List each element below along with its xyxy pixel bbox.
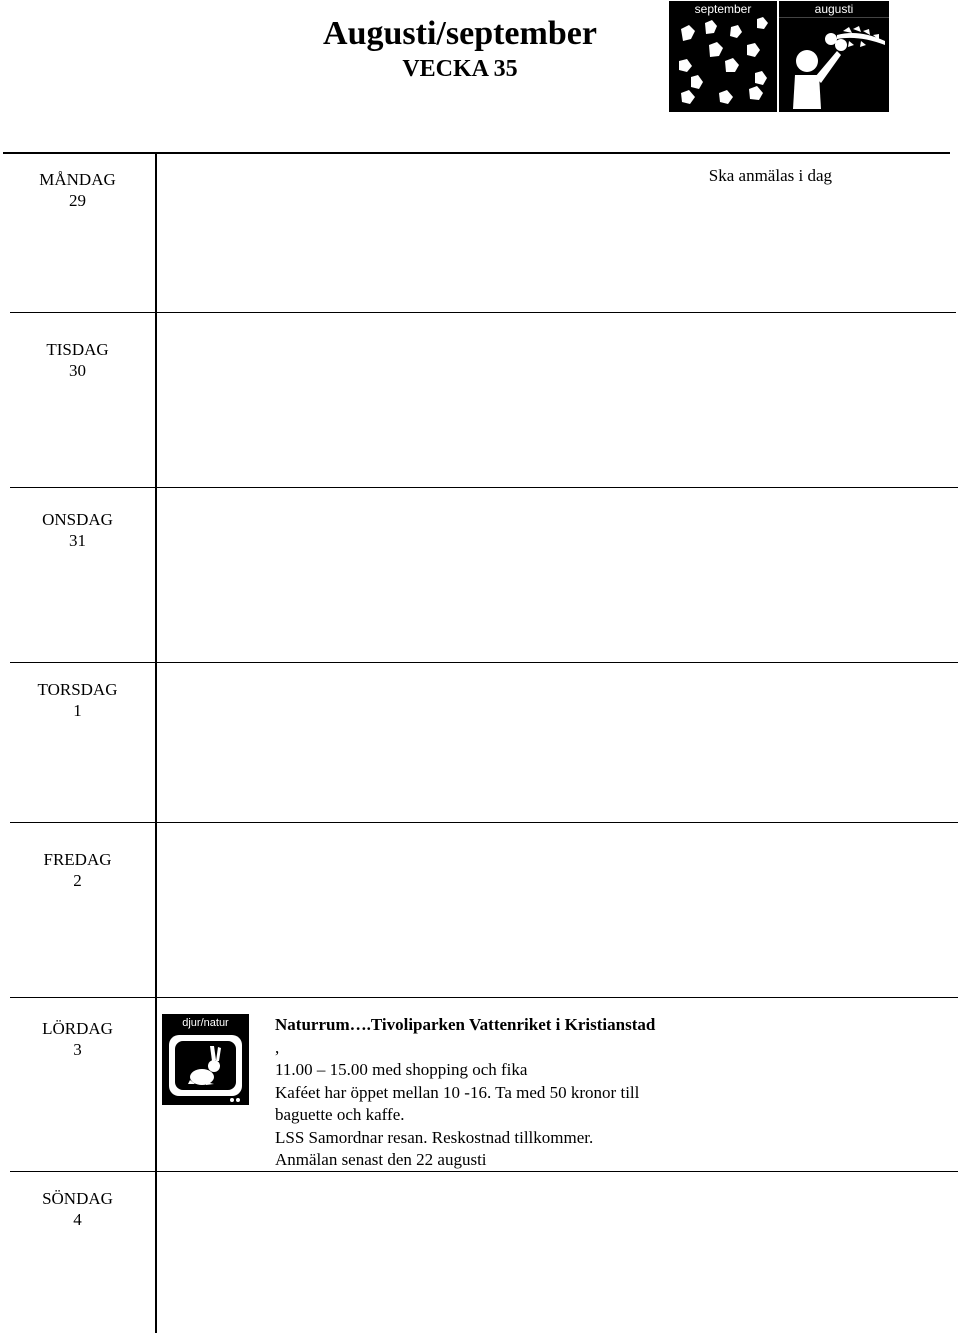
- page-title: Augusti/september: [323, 15, 597, 52]
- saturday-event: [275, 1014, 735, 1172]
- row-divider-tuesday-wednesday: [10, 487, 958, 488]
- day-name: TORSDAG: [37, 680, 118, 699]
- event-transport: LSS Samordnar resan. Reskostnad tillkommer.: [275, 1127, 594, 1147]
- event-info-line: baguette och kaffe.: [275, 1105, 405, 1124]
- day-name: ONSDAG: [42, 510, 113, 529]
- page-header: [250, 14, 670, 84]
- day-date: 29: [69, 191, 86, 210]
- monday-note: Ska anmälas i dag: [708, 166, 832, 185]
- event-icon-label: djur/natur: [182, 1017, 229, 1029]
- rabbit-tv-icon: [162, 1014, 249, 1105]
- nature-animal-pictogram: [162, 1014, 249, 1105]
- day-date: 3: [73, 1040, 82, 1059]
- row-divider-monday-tuesday: [10, 312, 956, 313]
- day-name: LÖRDAG: [42, 1019, 113, 1038]
- event-info-line: Kaféet har öppet mellan 10 -16. Ta med 50 kronor till: [275, 1082, 640, 1102]
- apple-picking-icon: [779, 1, 889, 112]
- week-label: VECKA 35: [402, 56, 518, 82]
- event-title-line: [275, 1014, 735, 1059]
- day-date: 1: [73, 701, 82, 720]
- day-name: MÅNDAG: [39, 170, 116, 189]
- event-registration: Anmälan senast den 22 augusti: [275, 1150, 487, 1169]
- day-wednesday: [0, 509, 155, 551]
- augusti-pictogram: [779, 1, 889, 112]
- row-divider-wednesday-thursday: [10, 662, 958, 663]
- day-name: SÖNDAG: [42, 1189, 113, 1208]
- falling-leaves-icon: [669, 1, 777, 112]
- day-friday: [0, 849, 155, 891]
- event-title: Naturrum….Tivoliparken Vattenriket i Kristianstad: [275, 1015, 656, 1034]
- row-divider-thursday-friday: [10, 822, 958, 823]
- event-time: 11.00 – 15.00 med shopping och fika: [275, 1060, 528, 1079]
- day-monday: [0, 169, 155, 211]
- day-tuesday: [0, 339, 155, 381]
- september-pictogram: [669, 1, 777, 112]
- row-divider-friday-saturday: [10, 997, 958, 998]
- day-name: FREDAG: [43, 850, 112, 869]
- day-date: 2: [73, 871, 82, 890]
- day-date: 4: [73, 1210, 82, 1229]
- day-thursday: [0, 679, 155, 721]
- row-divider-top: [3, 152, 950, 154]
- day-sunday: [0, 1188, 155, 1230]
- day-column-divider: [155, 153, 157, 1333]
- day-saturday: [0, 1018, 155, 1060]
- day-name: TISDAG: [46, 340, 109, 359]
- day-date: 31: [69, 531, 86, 550]
- september-label: september: [694, 2, 752, 16]
- augusti-label: augusti: [814, 2, 854, 16]
- event-title-suffix: ,: [275, 1037, 280, 1057]
- day-date: 30: [69, 361, 86, 380]
